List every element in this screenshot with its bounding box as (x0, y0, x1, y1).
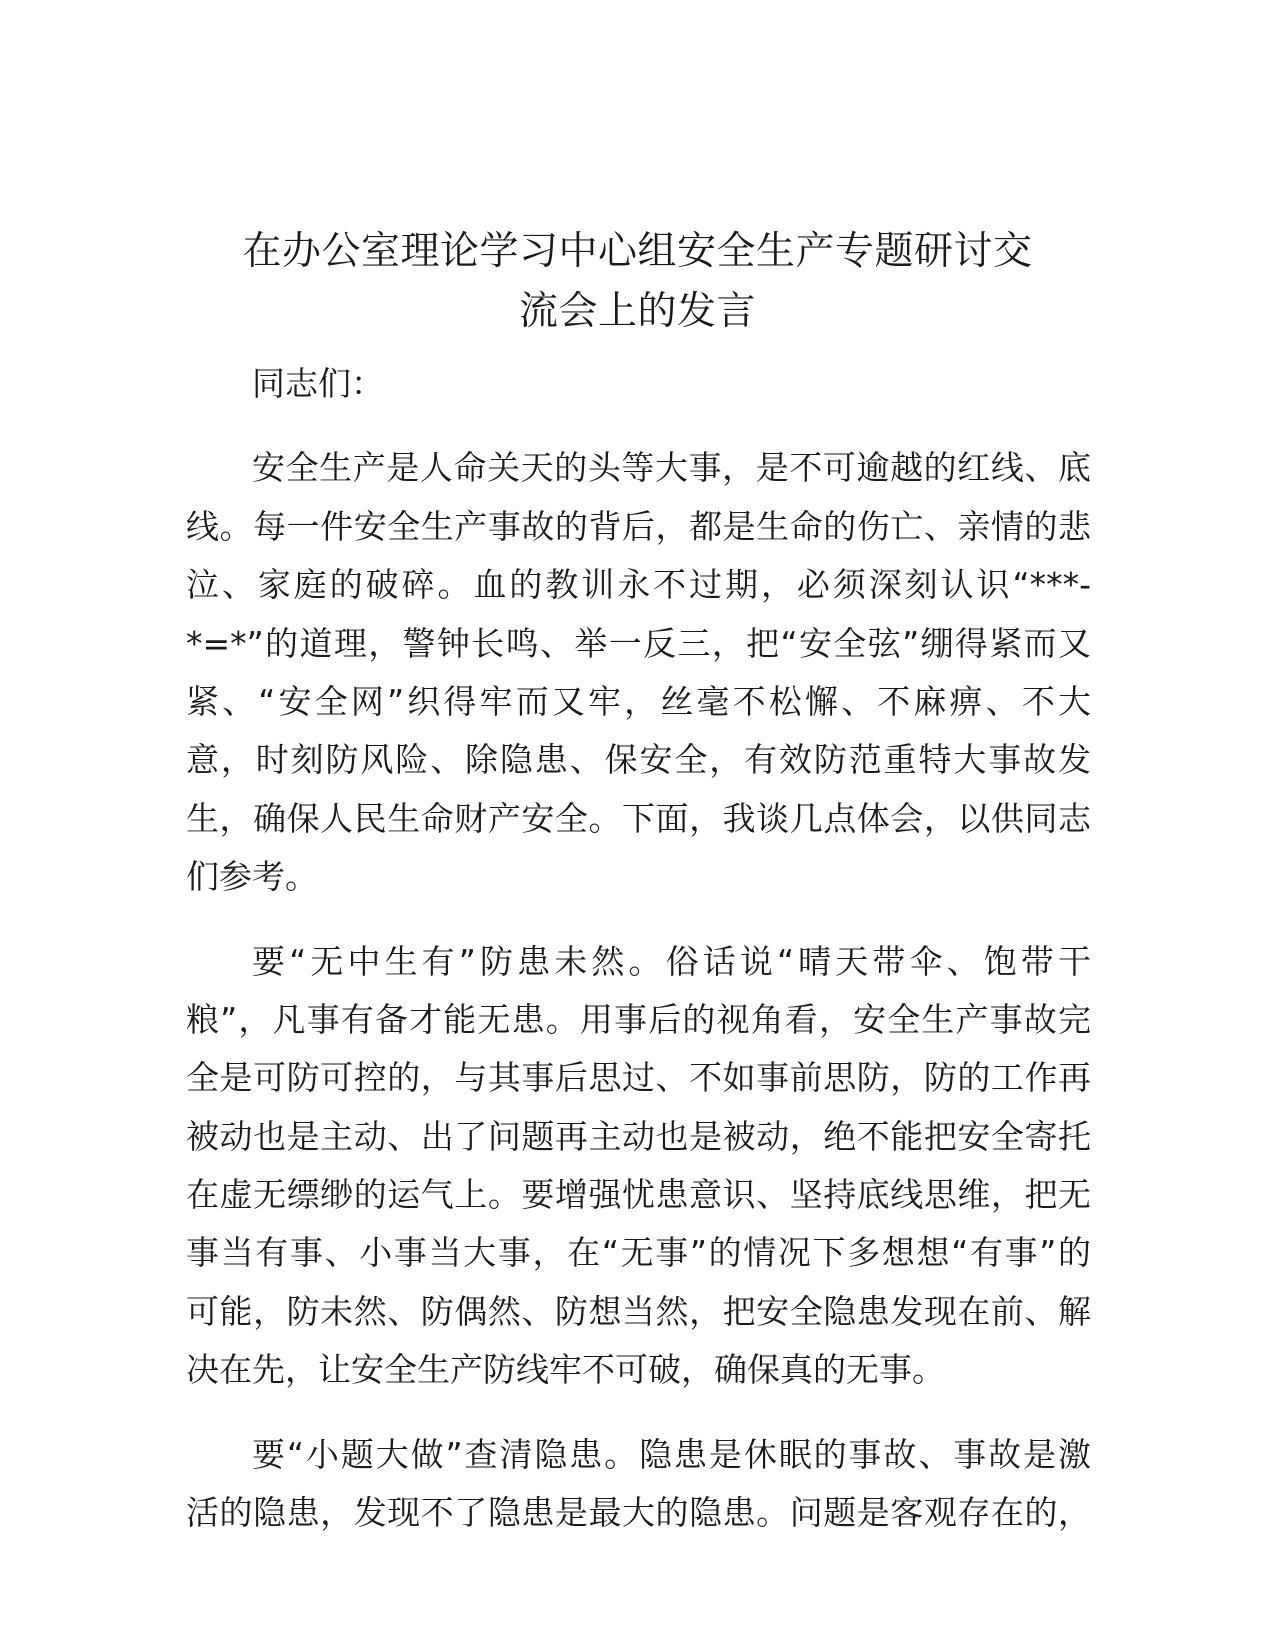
paragraph-2 (186, 933, 1091, 1400)
paragraph-line: 决在先，让安全生产防线牢不可破，确保真的无事。 (186, 1350, 945, 1390)
paragraph-line: 全是可防可控的，与其事后思过、不如事前思防，防的工作再 (186, 1058, 1091, 1098)
paragraph-line: 安全生产是人命关天的头等大事，是不可逾越的红线、底 (252, 448, 1091, 488)
paragraph-line: 在虚无缥缈的运气上。要增强忧患意识、坚持底线思维，把无 (186, 1175, 1091, 1215)
paragraph-line: 泣、家庭的破碎。血的教训永不过期，必须深刻认识“***- (186, 565, 1091, 605)
paragraph-line: 意，时刻防风险、除隐患、保安全，有效防范重特大事故发 (186, 740, 1091, 780)
paragraph-gap (186, 907, 1091, 933)
paragraph-line: 事当有事、小事当大事，在“无事”的情况下多想想“有事”的 (186, 1233, 1091, 1273)
paragraph-gap (186, 1400, 1091, 1426)
paragraph-3 (186, 1426, 1091, 1543)
paragraph-line: *=*”的道理，警钟长鸣、举一反三，把“安全弦”绷得紧而又 (186, 623, 1091, 663)
paragraph-gap (186, 413, 1091, 439)
document-body (186, 355, 1091, 1542)
paragraph-line: 可能，防未然、防偶然、防想当然，把安全隐患发现在前、解 (186, 1291, 1091, 1331)
paragraph-line: 紧、“安全网”织得牢而又牢，丝毫不松懈、不麻痹、不大 (186, 681, 1091, 721)
paragraph-line: 活的隐患，发现不了隐患是最大的隐患。问题是客观存在的， (186, 1493, 1091, 1533)
paragraph-1 (186, 439, 1091, 906)
paragraph-line: 要“无中生有”防患未然。俗话说“晴天带伞、饱带干 (252, 941, 1091, 981)
title-line-1: 在办公室理论学习中心组安全生产专题研讨交 (242, 229, 1033, 274)
paragraph-line: 生，确保人民生命财产安全。下面，我谈几点体会，以供同志 (186, 798, 1091, 838)
document-title (185, 222, 1090, 342)
paragraph-line: 要“小题大做”查清隐患。隐患是休眠的事故、事故是激 (252, 1434, 1091, 1474)
paragraph-line: 线。每一件安全生产事故的背后，都是生命的伤亡、亲情的悲 (186, 506, 1091, 546)
title-line-2: 流会上的发言 (518, 289, 756, 334)
paragraph-line: 粮”，凡事有备才能无患。用事后的视角看，安全生产事故完 (186, 999, 1091, 1039)
salutation (186, 355, 1091, 413)
salutation-text: 同志们： (252, 364, 384, 403)
paragraph-line: 被动也是主动、出了问题再主动也是被动，绝不能把安全寄托 (186, 1116, 1091, 1156)
paragraph-line: 们参考。 (186, 857, 318, 897)
